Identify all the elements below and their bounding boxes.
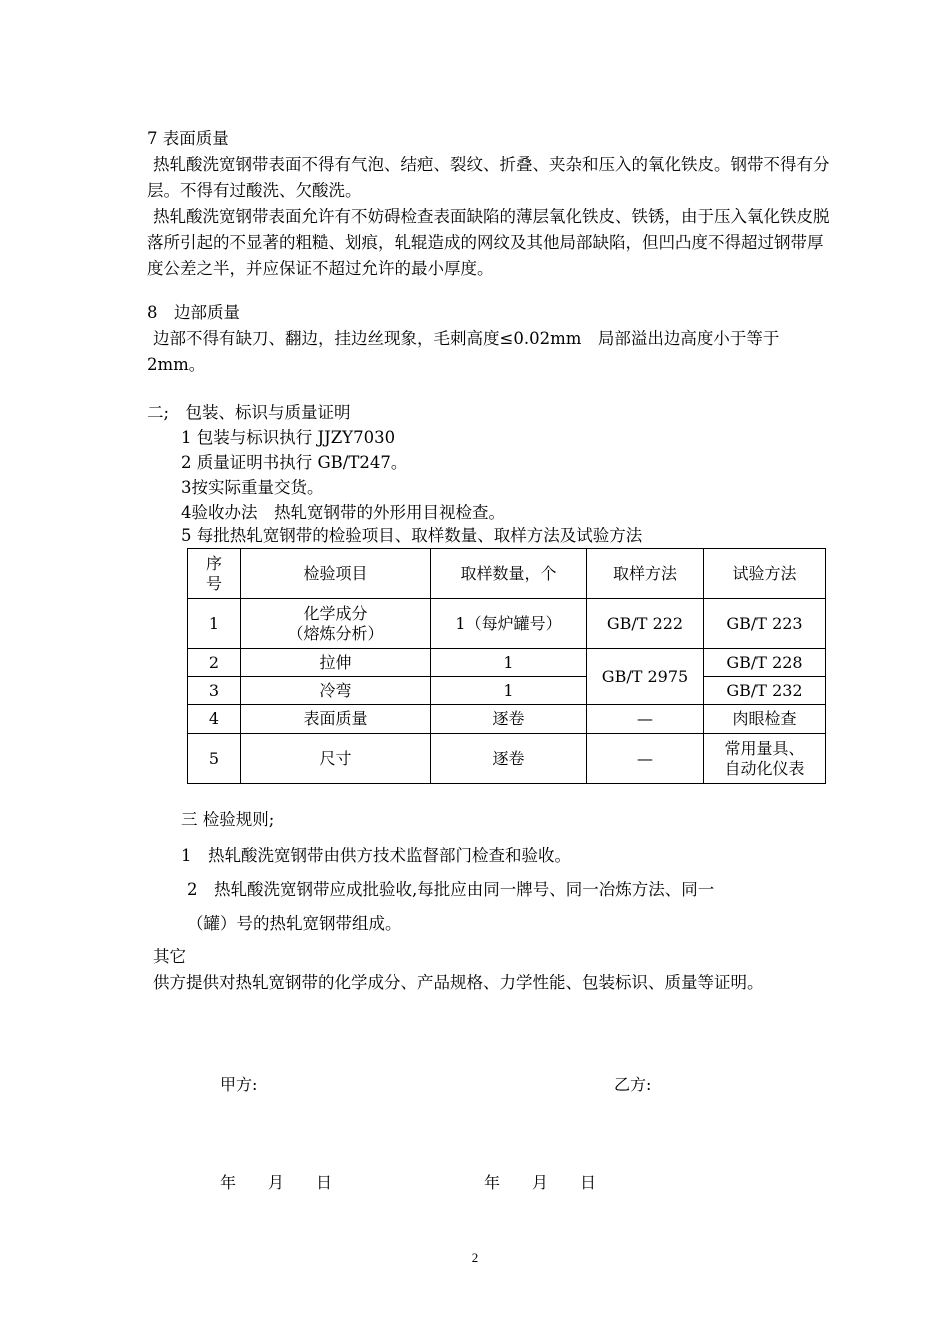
section-3-title: 三 检验规则; bbox=[181, 810, 275, 829]
other-paragraph: 供方提供对热轧宽钢带的化学成分、产品规格、力学性能、包装标识、质量等证明。 bbox=[153, 973, 764, 992]
other-title: 其它 bbox=[153, 947, 186, 966]
cell-test bbox=[704, 734, 826, 784]
cell-test-line2: 自动化仪表 bbox=[724, 758, 805, 778]
inspection-table bbox=[187, 548, 826, 784]
cell-item-line2: （熔炼分析） bbox=[287, 623, 384, 643]
party-a-date: 年 月 日 bbox=[220, 1173, 333, 1192]
party-a-label: 甲方: bbox=[220, 1075, 258, 1094]
header-test: 试验方法 bbox=[704, 549, 826, 599]
section-2-title: 二; 包装、标识与质量证明 bbox=[147, 403, 351, 422]
header-sampling: 取样方法 bbox=[587, 549, 704, 599]
cell-item: 冷弯 bbox=[241, 677, 431, 705]
packaging-item-2: 2 质量证明书执行 GB/T247。 bbox=[181, 453, 408, 472]
party-b-date: 年 月 日 bbox=[484, 1173, 597, 1192]
section-7-paragraph-1: 热轧酸洗宽钢带表面不得有气泡、结疤、裂纹、折叠、夹杂和压入的氧化铁皮。钢带不得有分层。不得有过酸洗、欠酸洗。 bbox=[147, 155, 830, 200]
table-row bbox=[188, 649, 826, 677]
section-8-paragraph-1: 边部不得有缺刀、翻边，挂边丝现象，毛刺高度≤0.02mm 局部溢出边高度小于等于2mm。 bbox=[147, 329, 780, 374]
cell-seq: 2 bbox=[188, 649, 241, 677]
cell-item: 拉伸 bbox=[241, 649, 431, 677]
section-7-title: 7 表面质量 bbox=[147, 129, 229, 148]
cell-qty: 1 bbox=[431, 677, 587, 705]
table-row bbox=[188, 705, 826, 734]
party-b-label: 乙方: bbox=[614, 1075, 652, 1094]
rule-2-continued: （罐）号的热轧宽钢带组成。 bbox=[187, 914, 402, 933]
cell-test: GB/T 232 bbox=[704, 677, 826, 705]
cell-seq: 5 bbox=[188, 734, 241, 784]
cell-qty: 逐卷 bbox=[431, 734, 587, 784]
cell-test: GB/T 228 bbox=[704, 649, 826, 677]
rule-2: 2 热轧酸洗宽钢带应成批验收,每批应由同一牌号、同一冶炼方法、同一 bbox=[187, 880, 715, 899]
rule-1: 1 热轧酸洗宽钢带由供方技术监督部门检查和验收。 bbox=[181, 846, 571, 865]
packaging-item-5: 5 每批热轧宽钢带的检验项目、取样数量、取样方法及试验方法 bbox=[181, 526, 643, 545]
cell-test: 肉眼检查 bbox=[704, 705, 826, 734]
table-row bbox=[188, 677, 826, 705]
cell-sampling: — bbox=[587, 705, 704, 734]
section-7-paragraph-2: 热轧酸洗宽钢带表面允许有不妨碍检查表面缺陷的薄层氧化铁皮、铁锈，由于压入氧化铁皮脱落所引起的不显著的粗糙、划痕，轧辊造成的网纹及其他局部缺陷，但凹凸度不得超过钢带厚度公差之半，并应保证不超过允许的最小厚度。 bbox=[147, 207, 830, 278]
packaging-item-3: 3按实际重量交货。 bbox=[181, 478, 324, 497]
table-header-row bbox=[188, 549, 826, 599]
cell-seq: 4 bbox=[188, 705, 241, 734]
page-number: 2 bbox=[471, 1250, 479, 1265]
cell-seq: 1 bbox=[188, 599, 241, 649]
cell-sampling: GB/T 222 bbox=[587, 599, 704, 649]
cell-test-line1: 常用量具、 bbox=[724, 738, 805, 758]
cell-item-line1: 化学成分 bbox=[303, 603, 368, 623]
packaging-item-1: 1 包装与标识执行 JJZY7030 bbox=[181, 428, 396, 447]
cell-item: 尺寸 bbox=[241, 734, 431, 784]
table-row bbox=[188, 734, 826, 784]
cell-item bbox=[241, 599, 431, 649]
table-row bbox=[188, 599, 826, 649]
cell-test: GB/T 223 bbox=[704, 599, 826, 649]
header-item: 检验项目 bbox=[241, 549, 431, 599]
header-seq-line2: 号 bbox=[205, 573, 222, 593]
header-seq-line1: 序 bbox=[205, 553, 222, 573]
section-8-title: 8 边部质量 bbox=[147, 303, 240, 322]
packaging-item-4: 4验收办法 热轧宽钢带的外形用目视检查。 bbox=[181, 503, 505, 522]
cell-qty: 1（每炉罐号） bbox=[431, 599, 587, 649]
header-qty: 取样数量，个 bbox=[431, 549, 587, 599]
cell-qty: 1 bbox=[431, 649, 587, 677]
cell-qty: 逐卷 bbox=[431, 705, 587, 734]
cell-sampling: — bbox=[587, 734, 704, 784]
header-seq bbox=[188, 549, 241, 599]
cell-item: 表面质量 bbox=[241, 705, 431, 734]
cell-seq: 3 bbox=[188, 677, 241, 705]
cell-sampling-merged: GB/T 2975 bbox=[587, 649, 704, 705]
